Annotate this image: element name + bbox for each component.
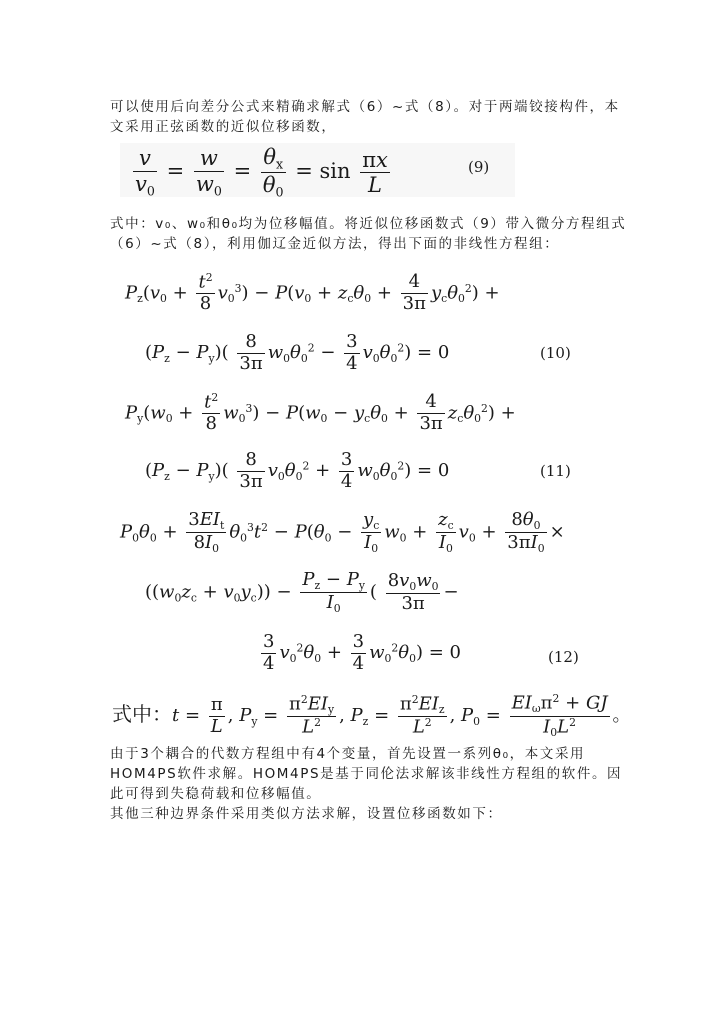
paragraph-method: 式中：v₀、w₀和θ₀均为位移幅值。将近似位移函数式（9）带入微分方程组式（6）~式（8），利用伽辽金近似方法，得出下面的非线性方程组： <box>110 216 627 252</box>
equation-11-line-1: $P_y(w_0$ + $\frac{t^2}{8}$ $w_0^3) - P(w_0 - y_c\theta_0$ + $\frac{4}{3\pi}$ $z_c\theta_0^2$) + <box>125 391 516 435</box>
equation-12-line-2: $((w_0z_c + v_0y_c))$ − $\frac{P_z - P_y}{I_0}$ ( $\frac{8v_0w_0}{3\pi}$ − <box>145 569 459 615</box>
paragraph-other-boundaries: 其他三种边界条件采用类似方法求解，设置位移函数如下： <box>110 806 503 822</box>
paragraph-solution: 由于3个耦合的代数方程组中有4个变量，首先设置一系列θ₀，本文采用HOM4PS软件求解。HOM4PS是基于同伦法求解该非线性方程组的软件。因此可得到失稳荷载和位移幅值。 <box>110 746 623 802</box>
equation-12-number: (12) <box>548 648 579 666</box>
equation-9: $\frac{v}{v_0}$ = $\frac{w}{w_0}$ = $\frac{\theta_x}{\theta_0}$ = sin $\frac{\pi x}{L}$ <box>135 145 388 200</box>
definitions-line: 式中：t = $\frac{\pi}{L}$ , $P_y$ = $\frac{\pi^2EI_y}{L^2}$ , $P_z$ = $\frac{\pi^2EI_z}{L^2}$ , $P_0$ = $\frac{EI_\omega\pi^2 + GJ}{I_0L^2}$ 。 <box>112 692 631 739</box>
equation-12-line-3: $\frac{3}{4}$ $v_0^2\theta_0$ + $\frac{3}{4}$ $w_0^2\theta_0) = 0$ <box>263 631 461 674</box>
equation-10-number: (10) <box>540 344 571 362</box>
equation-10-line-1: $P_z(v_0$ + $\frac{t^2}{8}$ $v_0^3) - P(v_0 + z_c\theta_0$ + $\frac{4}{3\pi}$ $y_c\theta_0^2$) + <box>125 271 500 315</box>
where-label: 式中： <box>112 702 172 727</box>
equation-9-number: (9) <box>468 158 490 176</box>
equation-11-number: (11) <box>540 462 571 480</box>
paragraph-intro: 可以使用后向差分公式来精确求解式（6）~式（8）。对于两端铰接构件，本文采用正弦函数的近似位移函数， <box>110 99 620 135</box>
equation-10-line-2: $(P_z - P_y)$( $\frac{8}{3\pi}$ $w_0\theta_0^2$ − $\frac{3}{4}$ $v_0\theta_0^2) = 0$ <box>145 331 450 374</box>
equation-11-line-2: $(P_z - P_y)$( $\frac{8}{3\pi}$ $v_0\theta_0^2$ + $\frac{3}{4}$ $w_0\theta_0^2) = 0$ <box>145 449 450 492</box>
equation-12-line-1: $P_0\theta_0$ + $\frac{3EI_t}{8I_0}$ $\theta_0^3t^2 - P(\theta_0$ − $\frac{y_c}{I_0}$ $w_0$ + $\frac{z_c}{I_0}$ $v_0$ + $\frac{8\theta_0}{3\pi I_0}$ × <box>120 509 565 555</box>
